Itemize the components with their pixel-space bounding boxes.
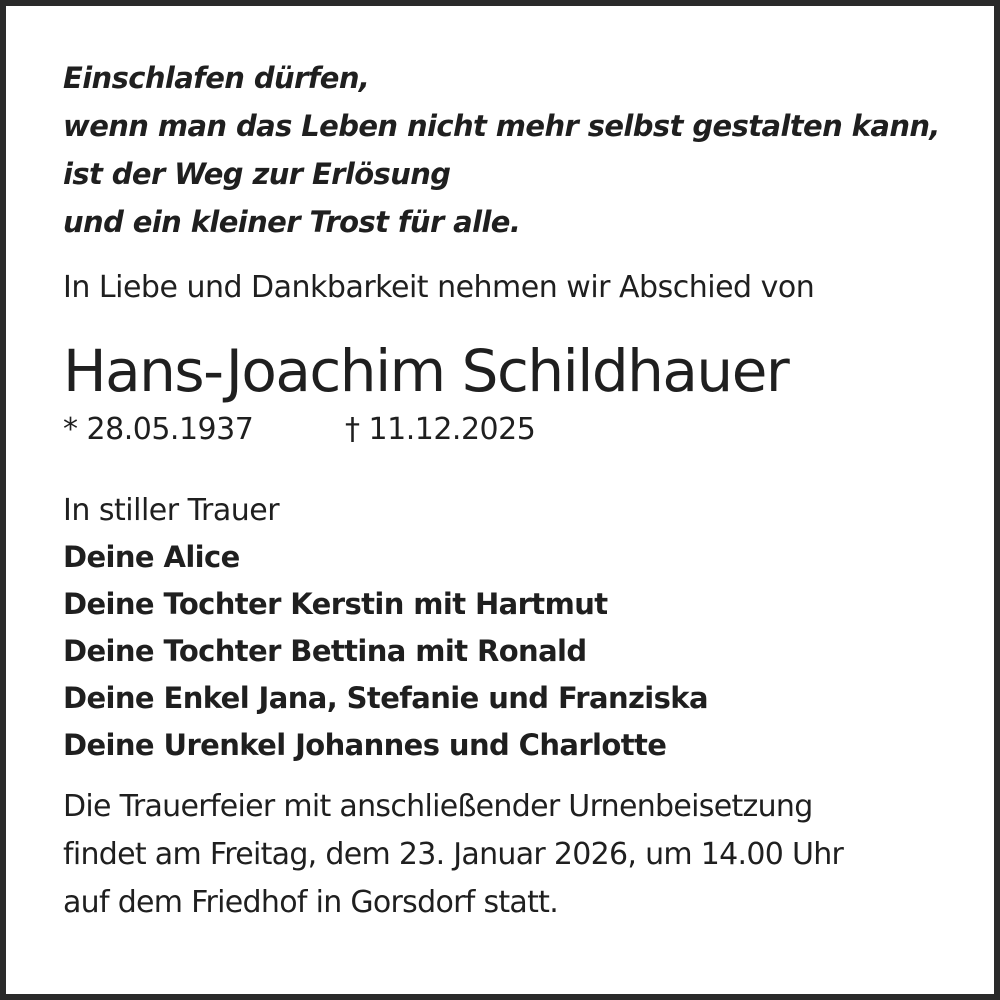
birth-date: * 28.05.1937 [63,412,254,447]
funeral-service-info [63,783,963,927]
death-date: † 11.12.2025 [345,412,536,447]
mourners-list [63,534,963,769]
mourner-entry: Deine Tochter Bettina mit Ronald [63,634,587,668]
service-line: findet am Freitag, dem 23. Januar 2026, um 14.00 Uhr [63,837,844,872]
mourner-entry: Deine Alice [63,540,240,574]
poem-line: Einschlafen dürfen, [63,61,370,95]
life-dates [63,406,963,454]
mourners-heading: In stiller Trauer [63,493,280,528]
poem-line: wenn man das Leben nicht mehr selbst gestalten kann, [63,109,940,143]
mourner-entry: Deine Urenkel Johannes und Charlotte [63,728,667,762]
poem [63,54,963,246]
service-line: auf dem Friedhof in Gorsdorf statt. [63,885,559,920]
mourner-entry: Deine Enkel Jana, Stefanie und Franziska [63,681,708,715]
deceased-name: Hans-Joachim Schildhauer [63,337,789,405]
poem-line: und ein kleiner Trost für alle. [63,205,521,239]
poem-line: ist der Weg zur Erlösung [63,157,451,191]
obituary-content [63,54,963,927]
service-line: Die Trauerfeier mit anschließender Urnenbeisetzung [63,789,813,824]
intro-text: In Liebe und Dankbarkeit nehmen wir Abschied von [63,270,815,305]
mourner-entry: Deine Tochter Kerstin mit Hartmut [63,587,608,621]
